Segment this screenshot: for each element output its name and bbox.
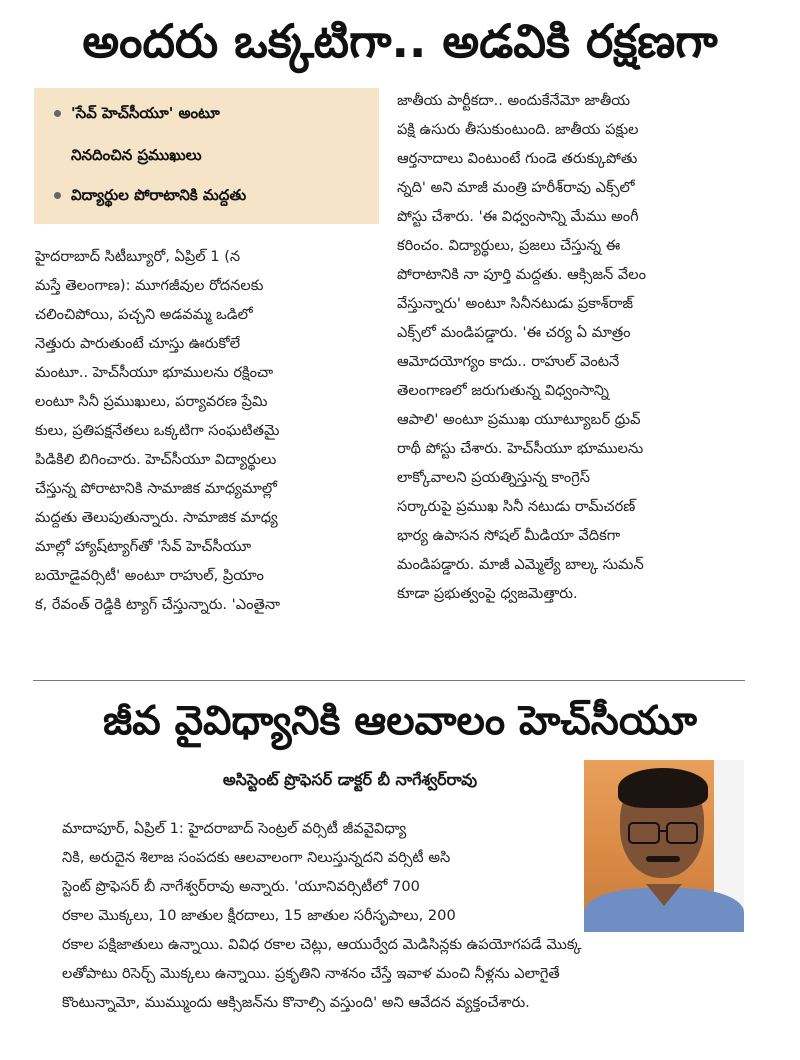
text-line: పోరాటానికి నా పూర్తి మద్దతు. ఆక్సిజన్ వేలం bbox=[397, 266, 647, 283]
author-photo bbox=[584, 760, 744, 932]
highlight-bullet bbox=[54, 186, 246, 208]
text-line: మద్దతు తెలుపుతున్నారు. సామాజిక మాధ్య bbox=[35, 509, 278, 526]
highlight-bullet bbox=[54, 104, 220, 126]
right-column bbox=[397, 86, 747, 608]
text-line: మాదాపూర్, ఏప్రిల్ 1: హైదరాబాద్ సెంట్రల్ వర్సిటీ జీవవైవిధ్యా bbox=[62, 820, 407, 837]
glasses-icon bbox=[666, 822, 698, 844]
text-line: న్నది' అని మాజీ మంత్రి హరీశ్‌రావు ఎక్స్‌లో bbox=[397, 179, 635, 196]
text-line: క, రేవంత్ రెడ్డికి ట్యాగ్ చేస్తున్నారు. 'ఎంతైనా bbox=[35, 596, 280, 613]
text-line: తెలంగాణలో జరుగుతున్న విధ్వంసాన్ని bbox=[397, 382, 609, 399]
bullet-icon bbox=[54, 110, 61, 117]
text-line: లాక్కోవాలని ప్రయత్నిస్తున్న కాంగ్రెస్ bbox=[397, 469, 590, 486]
text-line: చలించిపోయి, పచ్చని అడవమ్మ ఒడిలో bbox=[35, 306, 253, 323]
text-line: లతోపాటు రిసెర్చ్ మొక్కలు ఉన్నాయి. ప్రకృతిని నాశనం చేస్తే ఇవాళ మంచి నీళ్లను ఎలాగైతే bbox=[62, 965, 560, 982]
text-line: మంటూ.. హెచ్‌సీయూ భూములను రక్షించా bbox=[35, 364, 274, 381]
text-line: నికి, అరుదైన శిలాజ సంపదకు ఆలవాలంగా నిలుస్తున్నదని వర్సిటీ అసి bbox=[62, 849, 451, 866]
text-line: ఆమోదయోగ్యం కాదు.. రాహుల్ వెంటనే bbox=[397, 353, 620, 370]
text-line: ఆపాలి' అంటూ ప్రముఖ యూట్యూబర్ ధ్రువ్ bbox=[397, 411, 641, 428]
text-line: పక్షి ఉసురు తీసుకుంటుంది. జాతీయ పక్షుల bbox=[397, 121, 639, 138]
glasses-bridge bbox=[658, 830, 666, 832]
main-headline: అందరు ఒక్కటిగా.. అడవికి రక్షణగా bbox=[82, 14, 718, 68]
glasses-icon bbox=[628, 822, 660, 844]
text-line: కూడా ప్రభుత్వంపై ధ్వజమెత్తారు. bbox=[397, 585, 578, 602]
text-line: మస్తే తెలంగాణ): మూగజీవుల రోదనలకు bbox=[35, 277, 264, 294]
text-line: జాతీయ పార్టీకదా.. అందుకేనేమో జాతీయ bbox=[397, 92, 630, 109]
text-line: మండిపడ్డారు. మాజీ ఎమ్మెల్యే బాల్క సుమన్ bbox=[397, 556, 644, 573]
highlight-text-continued: నినదించిన ప్రముఖులు bbox=[71, 146, 202, 164]
text-line: వేస్తున్నారు' అంటూ సినీనటుడు ప్రకాశ్‌రాజ్ bbox=[397, 295, 634, 312]
text-line: స్టెంట్ ప్రొఫెసర్ బీ నాగేశ్వర్‌రావు అన్నారు. 'యూనివర్సిటీలో 700 bbox=[62, 878, 420, 895]
highlight-text: విద్యార్థుల పోరాటానికి మద్దతు bbox=[71, 186, 247, 204]
photo-hair bbox=[618, 768, 708, 808]
left-column bbox=[35, 242, 385, 619]
photo-mustache bbox=[646, 856, 680, 862]
text-line: చేస్తున్న పోరాటానికి సామాజిక మాధ్యమాల్లో bbox=[35, 480, 277, 497]
text-line: లంటూ సినీ ప్రముఖులు, పర్యావరణ ప్రేమి bbox=[35, 393, 268, 410]
text-line: కొంటున్నామో, ముమ్ముందు ఆక్సిజన్‌ను కొనాల్సి వస్తుంది' అని ఆవేదన వ్యక్తంచేశారు. bbox=[62, 994, 530, 1011]
text-line: ఎక్స్‌లో మండిపడ్డారు. 'ఈ చర్య ఏ మాత్రం bbox=[397, 324, 631, 341]
text-line: పిడికిలి బిగించారు. హెచ్‌సీయూ విద్యార్థులు bbox=[35, 451, 277, 468]
text-line: మాల్లో హ్యాష్‌ట్యాగ్‌తో 'సేవ్ హెచ్‌సీయూ bbox=[35, 538, 252, 555]
text-line: కరించం. విద్యార్థులు, ప్రజలు చేస్తున్న ఈ bbox=[397, 237, 621, 254]
second-headline: జీవ వైవిధ్యానికి ఆలవాలం హెచ్‌సీయూ bbox=[102, 698, 698, 744]
text-line: నెత్తురు పారుతుంటే చూస్తు ఊరుకోలే bbox=[35, 335, 241, 352]
bottom-column bbox=[62, 814, 577, 930]
section-divider bbox=[33, 680, 745, 681]
text-line: హైదరాబాద్ సిటీబ్యూరో, ఏప్రిల్ 1 (న bbox=[35, 248, 241, 265]
text-line: బయోడైవర్సిటీ' అంటూ రాహుల్, ప్రియాం bbox=[35, 567, 264, 584]
text-line: కులు, ప్రతిపక్షనేతలు ఒక్కటిగా సంఘటితమై bbox=[35, 422, 280, 439]
text-line: రాథీ పోస్టు చేశారు. హెచ్‌సీయూ భూములను bbox=[397, 440, 644, 457]
text-line: రకాల మొక్కలు, 10 జాతుల క్షీరదాలు, 15 జాతుల సరీసృపాలు, 200 bbox=[62, 907, 456, 924]
bottom-full-width-text bbox=[62, 930, 745, 1017]
bullet-icon bbox=[54, 192, 61, 199]
text-line: భార్య ఉపాసన సోషల్ మీడియా వేదికగా bbox=[397, 527, 621, 544]
text-line: ఆర్తనాదాలు వింటుంటే గుండె తరుక్కుపోతు bbox=[397, 150, 638, 167]
text-line: రకాల పక్షిజాతులు ఉన్నాయి. వివిధ రకాల చెట్లు, ఆయుర్వేద మెడిసిన్లకు ఉపయోగపడే మొక్క bbox=[62, 936, 582, 953]
text-line: పోస్టు చేశారు. 'ఈ విధ్వంసాన్ని మేము అంగీ bbox=[397, 208, 639, 225]
highlight-box bbox=[34, 88, 379, 224]
text-line: సర్కారుపై ప్రముఖ సినీ నటుడు రామ్‌చరణ్ bbox=[397, 498, 636, 515]
byline: అసిస్టెంట్ ప్రొఫెసర్ డాక్టర్ బీ నాగేశ్వర్‌రావు bbox=[222, 770, 478, 789]
highlight-text: 'సేవ్ హెచ్‌సీయూ' అంటూ bbox=[71, 104, 220, 122]
